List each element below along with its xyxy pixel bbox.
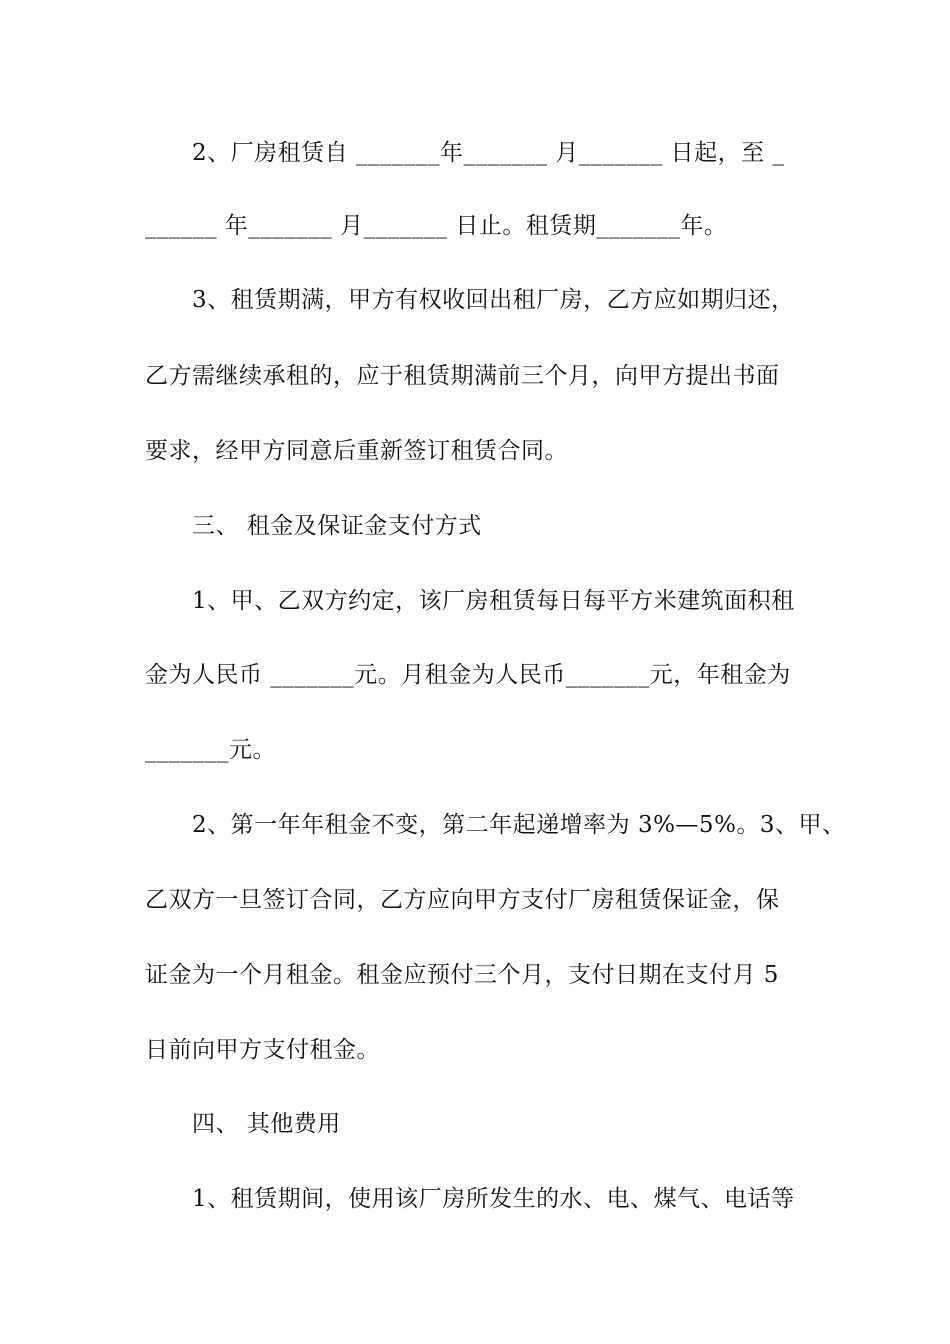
section-3-clause-3-line-2: 证金为一个月租金。租金应预付三个月，支付日期在支付月 5 — [145, 962, 779, 988]
section-3-heading: 三、 租金及保证金支付方式 — [192, 513, 482, 539]
section-3-clause-3-line-3: 日前向甲方支付租金。 — [145, 1037, 380, 1063]
section-4-clause-1-line-1: 1、租赁期间，使用该厂房所发生的水、电、煤气、电话等 — [192, 1186, 795, 1212]
section-4-heading: 四、 其他费用 — [192, 1111, 341, 1137]
section-3-clause-3-line-1: 乙双方一旦签订合同，乙方应向甲方支付厂房租赁保证金，保 — [145, 887, 780, 913]
clause-3-line-3: 要求，经甲方同意后重新签订租赁合同。 — [145, 438, 568, 464]
section-3-clause-1-line-2: 金为人民币 _______元。月租金为人民币_______元，年租金为 — [145, 662, 791, 688]
clause-3-line-2: 乙方需继续承租的，应于租赁期满前三个月，向甲方提出书面 — [145, 363, 780, 389]
clause-2-line-1: 2、厂房租赁自 _______年_______ 月_______ 日起，至 _ — [192, 140, 785, 166]
section-3-clause-2-line-1: 2、第一年年租金不变，第二年起递增率为 3%—5%。3、甲、 — [192, 812, 846, 838]
section-3-clause-1-line-3: _______元。 — [145, 737, 276, 763]
section-3-clause-1-line-1: 1、甲、乙双方约定，该厂房租赁每日每平方米建筑面积租 — [192, 588, 795, 614]
clause-3-line-1: 3、租赁期满，甲方有权收回出租厂房，乙方应如期归还， — [192, 287, 795, 313]
clause-2-line-2: ______ 年_______ 月_______ 日止。租赁期_______年。 — [145, 213, 728, 239]
